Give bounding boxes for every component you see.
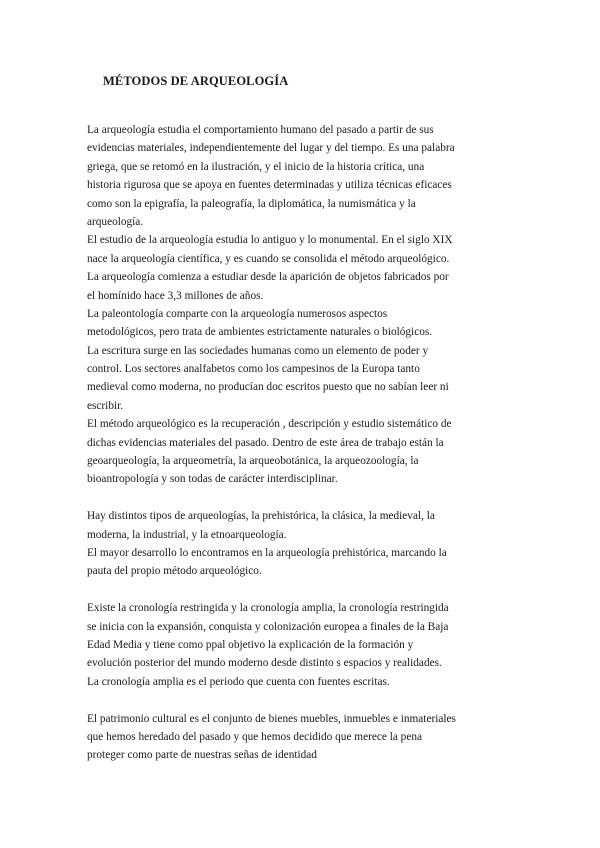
text-line: control. Los sectores analfabetos como los campesinos de la Europa tanto xyxy=(87,363,420,376)
text-line: historia rigurosa que se apoya en fuentes determinadas y utiliza técnicas eficaces xyxy=(87,179,452,192)
text-line: La escritura surge en las sociedades humanas como un elemento de poder y xyxy=(87,344,429,357)
text-line: El estudio de la arqueología estudia lo antiguo y lo monumental. En el siglo XIX xyxy=(87,234,453,247)
text-line: que hemos heredado del pasado y que hemos decidido que merece la pena xyxy=(87,730,423,743)
text-line: el homínido hace 3,3 millones de años. xyxy=(87,289,264,302)
text-line: como son la epigrafía, la paleografía, la diplomática, la numismática y la xyxy=(87,197,416,210)
text-line: evolución posterior del mundo moderno desde distinto s espacios y realidades. xyxy=(87,657,442,670)
text-line: Existe la cronología restringida y la cronología amplia, la cronología restringida xyxy=(87,602,449,615)
text-line: arqueología. xyxy=(87,215,144,228)
text-line: El método arqueológico es la recuperación , descripción y estudio sistemático de xyxy=(87,418,452,431)
text-line: escribir. xyxy=(87,399,124,412)
text-line: El mayor desarrollo lo encontramos en la arqueología prehistórica, marcando la xyxy=(87,546,447,559)
text-line: La arqueología comienza a estudiar desde la aparición de objetos fabricados por xyxy=(87,271,449,284)
text-line: moderna, la industrial, y la etnoarqueología. xyxy=(87,528,287,541)
text-line: dichas evidencias materiales del pasado. Dentro de este área de trabajo están la xyxy=(87,436,444,449)
text-line: geoarqueología, la arqueometría, la arqueobotánica, la arqueozoología, la xyxy=(87,455,419,468)
text-line: medieval como moderna, no producían doc escritos puesto que no sabían leer ni xyxy=(87,381,449,394)
text-line: metodológicos, pero trata de ambientes estrictamente naturales o biológicos. xyxy=(87,326,433,339)
text-line: bioantropología y son todas de carácter interdisciplinar. xyxy=(87,473,338,486)
text-line: evidencias materiales, independientemente del lugar y del tiempo. Es una palabra xyxy=(87,142,455,155)
paragraph-gap xyxy=(87,691,519,709)
text-line: El patrimonio cultural es el conjunto de bienes muebles, inmuebles e inmateriales xyxy=(87,712,456,725)
text-line: La paleontología comparte con la arqueología numerosos aspectos xyxy=(87,307,388,320)
text-line: proteger como parte de nuestras señas de identidad xyxy=(87,749,317,762)
text-line: pauta del propio método arqueológico. xyxy=(87,565,262,578)
text-line: Edad Media y tiene como ppal objetivo la explicación de la formación y xyxy=(87,638,414,651)
text-line: nace la arqueología científica, y es cuando se consolida el método arqueológico. xyxy=(87,252,450,265)
text-line: se inicia con la expansión, conquista y colonización europea a finales de la Baja xyxy=(87,620,449,633)
paragraph-gap xyxy=(87,489,519,507)
text-line: Hay distintos tipos de arqueologías, la prehistórica, la clásica, la medieval, la xyxy=(87,510,435,523)
text-line: La arqueología estudia el comportamiento humano del pasado a partir de sus xyxy=(87,124,434,136)
text-line: La cronología amplia es el periodo que cuenta con fuentes escritas. xyxy=(87,675,390,688)
page-title: MÉTODOS DE ARQUEOLOGÍA xyxy=(103,74,289,88)
text-line: griega, que se retomó en la ilustración, y el inicio de la historia crítica, una xyxy=(87,160,425,173)
document-body xyxy=(87,121,519,765)
paragraph-gap xyxy=(87,581,519,599)
